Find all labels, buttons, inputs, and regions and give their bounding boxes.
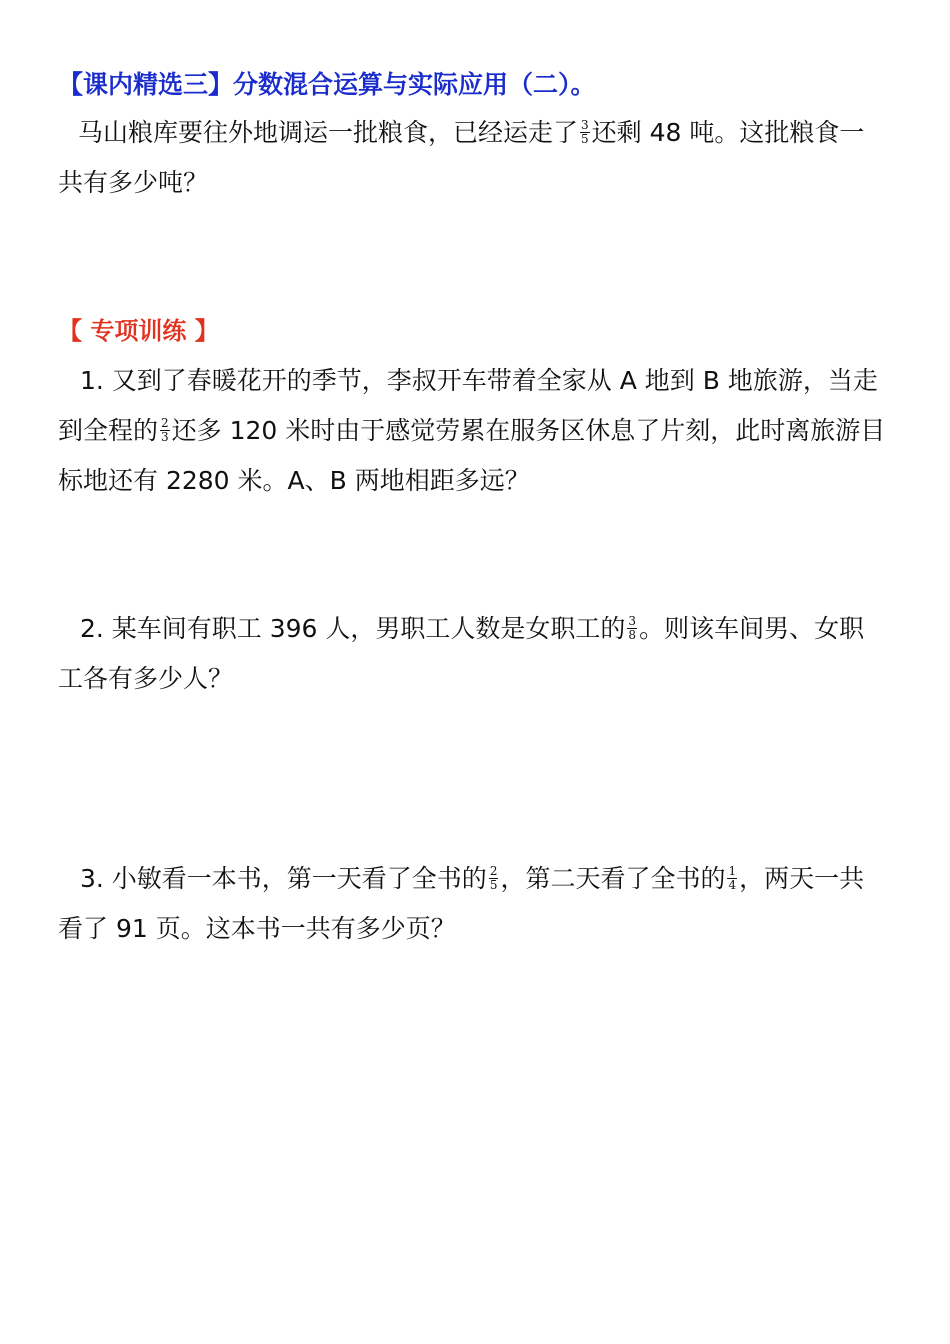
fraction-3-8 <box>627 615 637 642</box>
problem-2-text-after: 。则该车间男、女职 <box>639 614 865 643</box>
problem-1-text-before: 到全程的 <box>58 416 159 445</box>
problem-1-text-after: 还多 120 米时由于感觉劳累在服务区休息了片刻，此时离旅游目 <box>171 416 886 445</box>
fraction-denominator: 4 <box>728 877 737 892</box>
fraction-numerator: 3 <box>581 117 589 132</box>
fraction-numerator: 2 <box>489 863 498 878</box>
problem-2-text-before: 2. 某车间有职工 396 人，男职工人数是女职工的 <box>80 614 626 643</box>
example-problem-line-2: 共有多少吨？ <box>58 168 209 197</box>
section-title: 【课内精选三】分数混合运算与实际应用（二）。 <box>58 70 596 99</box>
example-text-before: 马山粮库要往外地调运一批粮食，已经运走了 <box>78 118 579 147</box>
fraction-numerator: 2 <box>161 415 169 430</box>
problem-2-line-1 <box>80 612 864 646</box>
example-text-after: 还剩 48 吨。这批粮食一 <box>591 118 865 147</box>
fraction-1-4 <box>727 865 737 892</box>
fraction-denominator: 5 <box>489 877 498 892</box>
fraction-denominator: 8 <box>628 627 637 642</box>
problem-1-line-1: 1. 又到了春暖花开的季节，李叔开车带着全家从 A 地到 B 地旅游，当走 <box>80 366 878 395</box>
fraction-2-3 <box>160 417 170 444</box>
problem-3-text-after: ，两天一共 <box>739 864 865 893</box>
problem-1-line-2 <box>58 414 885 448</box>
problem-3-line-2: 看了 91 页。这本书一共有多少页？ <box>58 914 456 943</box>
problem-2-line-2: 工各有多少人？ <box>58 664 234 693</box>
problem-3-line-1 <box>80 862 864 896</box>
fraction-3-5 <box>580 119 590 146</box>
practice-title: 【 专项训练 】 <box>58 317 219 345</box>
problem-1-line-3: 标地还有 2280 米。A、B 两地相距多远？ <box>58 466 530 495</box>
fraction-2-5 <box>489 865 499 892</box>
fraction-numerator: 1 <box>728 863 737 878</box>
problem-3-text-before: 3. 小敏看一本书，第一天看了全书的 <box>80 864 487 893</box>
fraction-denominator: 5 <box>581 131 589 146</box>
fraction-denominator: 3 <box>161 429 169 444</box>
fraction-numerator: 3 <box>628 613 637 628</box>
problem-3-text-middle: ，第二天看了全书的 <box>500 864 726 893</box>
example-problem-line-1 <box>78 116 864 150</box>
